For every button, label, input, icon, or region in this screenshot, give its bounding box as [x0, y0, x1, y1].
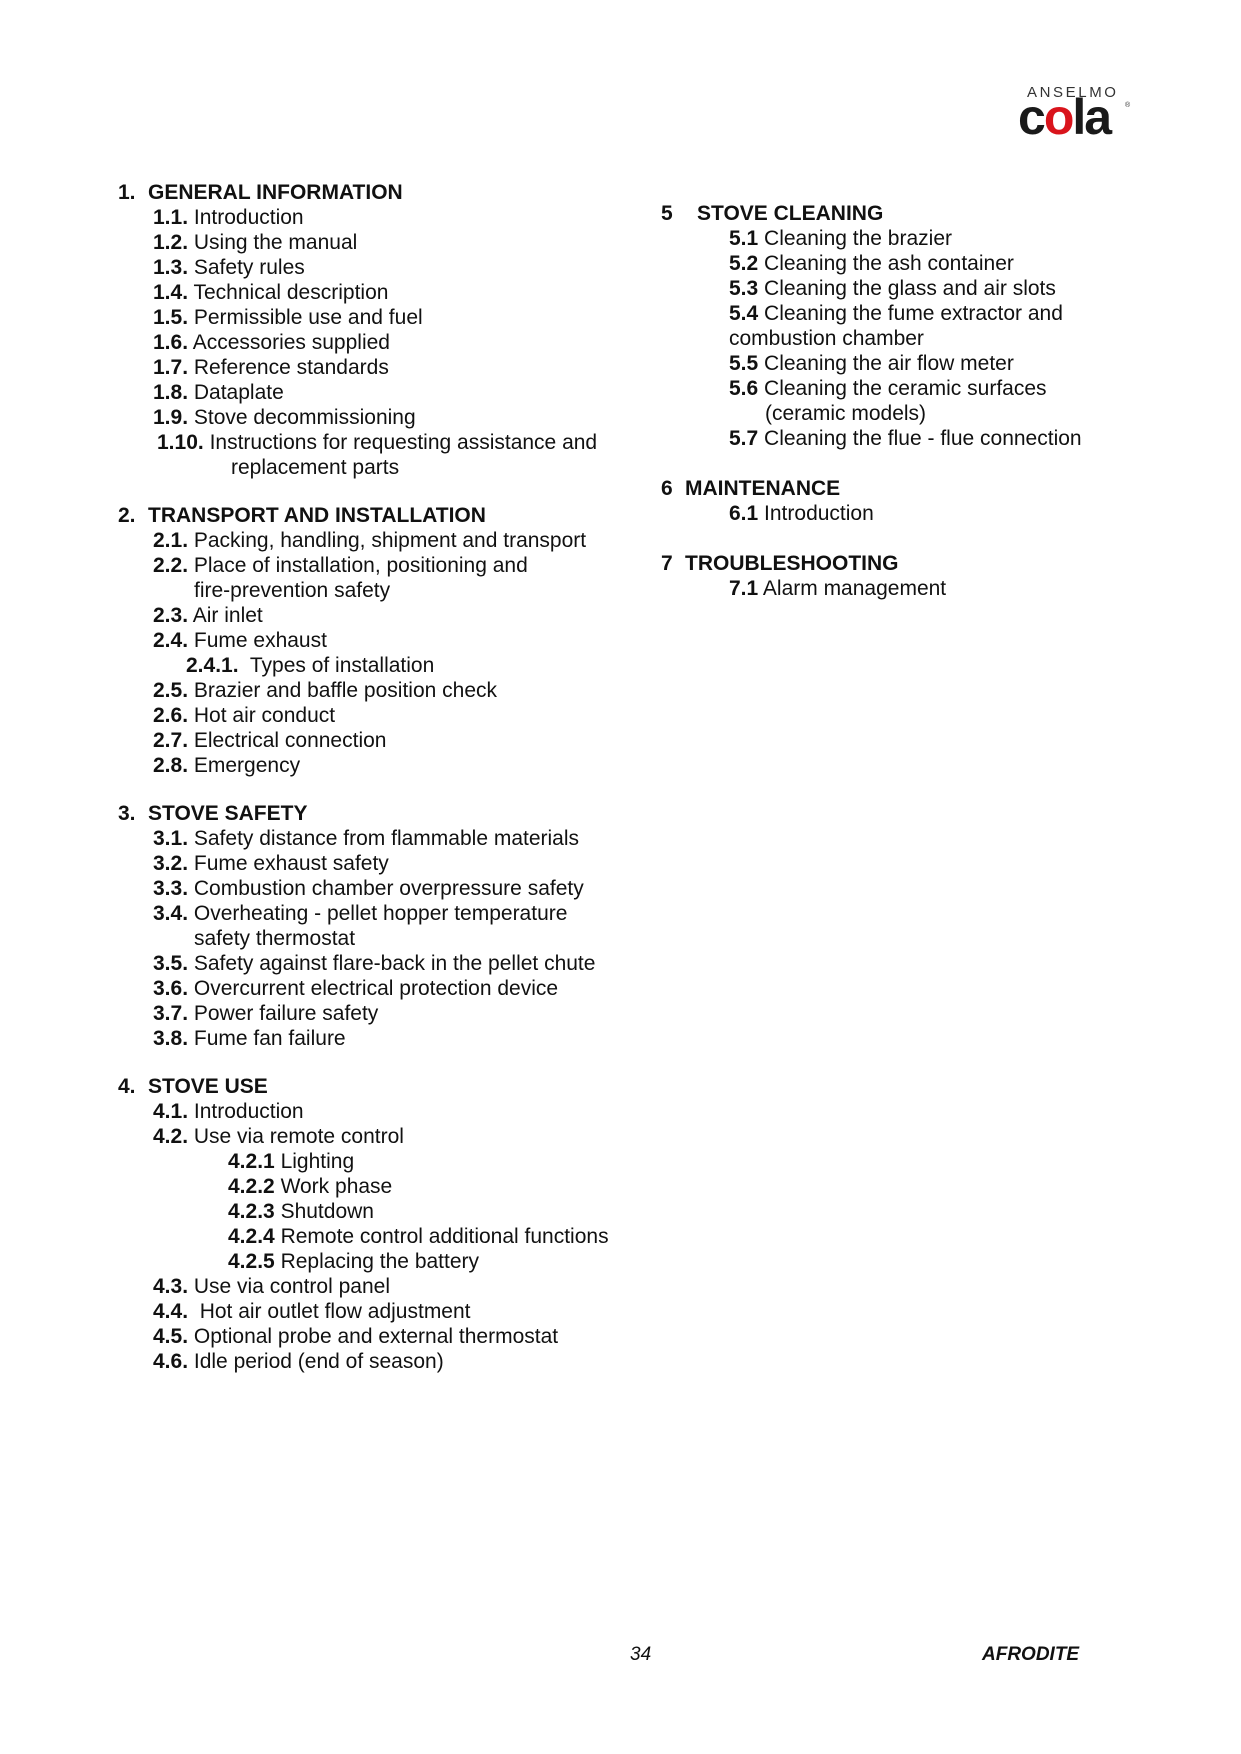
toc-entry-2-2[interactable]: 2.2. Place of installation, positioning and: [153, 554, 528, 577]
toc-entry-5-6-continuation[interactable]: (ceramic models): [765, 402, 927, 425]
toc-entry-1-7[interactable]: 1.7. Reference standards: [153, 356, 389, 379]
toc-entry-5-1[interactable]: 5.1 Cleaning the brazier: [729, 227, 952, 250]
toc-entry-5-3[interactable]: 5.3 Cleaning the glass and air slots: [729, 277, 1056, 300]
logo-brand-main: cola: [1018, 89, 1111, 145]
toc-entry-3-1[interactable]: 3.1. Safety distance from flammable materials: [153, 827, 580, 850]
toc-entry-4-1[interactable]: 4.1. Introduction: [153, 1100, 304, 1123]
model-name: AFRODITE: [982, 1644, 1080, 1665]
toc-entry-3-7[interactable]: 3.7. Power failure safety: [153, 1002, 379, 1025]
toc-entry-1-4[interactable]: 1.4. Technical description: [153, 281, 389, 304]
toc-entry-1-8[interactable]: 1.8. Dataplate: [153, 381, 284, 404]
toc-entry-2-5[interactable]: 2.5. Brazier and baffle position check: [153, 679, 498, 702]
toc-entry-5-2[interactable]: 5.2 Cleaning the ash container: [729, 252, 1014, 275]
toc-entry-3-4[interactable]: 3.4. Overheating - pellet hopper temperature: [153, 902, 568, 925]
toc-entry-4-5[interactable]: 4.5. Optional probe and external thermostat: [153, 1325, 559, 1348]
page-number: 34: [630, 1644, 652, 1665]
toc-entry-5-4-continuation[interactable]: combustion chamber: [729, 327, 924, 350]
toc-entry-1-10-continuation[interactable]: replacement parts: [231, 456, 400, 479]
toc-entry-2-1[interactable]: 2.1. Packing, handling, shipment and transport: [153, 529, 587, 552]
toc-entry-5-5[interactable]: 5.5 Cleaning the air flow meter: [729, 352, 1014, 375]
logo-registered-mark: ®: [1125, 102, 1131, 109]
toc-entry-5-6[interactable]: 5.6 Cleaning the ceramic surfaces: [729, 377, 1047, 400]
toc-section-1[interactable]: 1. GENERAL INFORMATION: [118, 181, 403, 204]
brand-logo: [1018, 84, 1131, 145]
toc-entry-4-2-2[interactable]: 4.2.2 Work phase: [228, 1175, 393, 1198]
toc-entry-5-4[interactable]: 5.4 Cleaning the fume extractor and: [729, 302, 1063, 325]
toc-entry-4-3[interactable]: 4.3. Use via control panel: [153, 1275, 390, 1298]
toc-entry-2-7[interactable]: 2.7. Electrical connection: [153, 729, 387, 752]
toc-entry-1-6[interactable]: 1.6. Accessories supplied: [153, 331, 390, 354]
toc-entry-3-3[interactable]: 3.3. Combustion chamber overpressure safety: [153, 877, 584, 900]
toc-entry-4-2[interactable]: 4.2. Use via remote control: [153, 1125, 404, 1148]
toc-entry-4-4[interactable]: 4.4. Hot air outlet flow adjustment: [153, 1300, 471, 1323]
toc-entry-4-2-4[interactable]: 4.2.4 Remote control additional functions: [228, 1225, 609, 1248]
toc-section-4[interactable]: 4. STOVE USE: [118, 1075, 268, 1098]
toc-entry-2-4[interactable]: 2.4. Fume exhaust: [153, 629, 327, 652]
toc-entry-1-9[interactable]: 1.9. Stove decommissioning: [153, 406, 416, 429]
toc-section-7[interactable]: 7 TROUBLESHOOTING: [661, 552, 899, 575]
toc-entry-2-2-continuation[interactable]: fire-prevention safety: [194, 579, 391, 602]
toc-entry-4-2-5[interactable]: 4.2.5 Replacing the battery: [228, 1250, 480, 1273]
toc-entry-3-5[interactable]: 3.5. Safety against flare-back in the pellet chute: [153, 952, 596, 975]
toc-section-2[interactable]: 2. TRANSPORT AND INSTALLATION: [118, 504, 486, 527]
toc-right-column: [0, 201, 1241, 601]
toc-entry-3-8[interactable]: 3.8. Fume fan failure: [153, 1027, 346, 1050]
toc-entry-2-3[interactable]: 2.3. Air inlet: [153, 604, 263, 627]
toc-section-3[interactable]: 3. STOVE SAFETY: [118, 802, 308, 825]
toc-entry-1-5[interactable]: 1.5. Permissible use and fuel: [153, 306, 423, 329]
toc-entry-4-2-1[interactable]: 4.2.1 Lighting: [228, 1150, 355, 1173]
toc-entry-3-6[interactable]: 3.6. Overcurrent electrical protection device: [153, 977, 559, 1000]
toc-entry-1-10[interactable]: 1.10. Instructions for requesting assistance and: [157, 431, 598, 454]
toc-entry-4-6[interactable]: 4.6. Idle period (end of season): [153, 1350, 444, 1373]
toc-entry-7-1[interactable]: 7.1 Alarm management: [729, 577, 947, 600]
toc-entry-2-8[interactable]: 2.8. Emergency: [153, 754, 301, 777]
toc-entry-3-4-continuation[interactable]: safety thermostat: [194, 927, 356, 950]
toc-entry-1-1[interactable]: 1.1. Introduction: [153, 206, 304, 229]
toc-entry-1-3[interactable]: 1.3. Safety rules: [153, 256, 305, 279]
logo-brand-top: ANSELMO: [1027, 84, 1119, 101]
toc-entry-6-1[interactable]: 6.1 Introduction: [729, 502, 874, 525]
toc-section-5[interactable]: 5 STOVE CLEANING: [661, 202, 884, 225]
toc-entry-2-6[interactable]: 2.6. Hot air conduct: [153, 704, 336, 727]
toc-entry-2-4-1[interactable]: 2.4.1. Types of installation: [186, 654, 435, 677]
toc-entry-1-2[interactable]: 1.2. Using the manual: [153, 231, 358, 254]
toc-entry-4-2-3[interactable]: 4.2.3 Shutdown: [228, 1200, 374, 1223]
toc-section-6[interactable]: 6 MAINTENANCE: [661, 477, 841, 500]
toc-entry-3-2[interactable]: 3.2. Fume exhaust safety: [153, 852, 389, 875]
toc-entry-5-7[interactable]: 5.7 Cleaning the flue - flue connection: [729, 427, 1082, 450]
